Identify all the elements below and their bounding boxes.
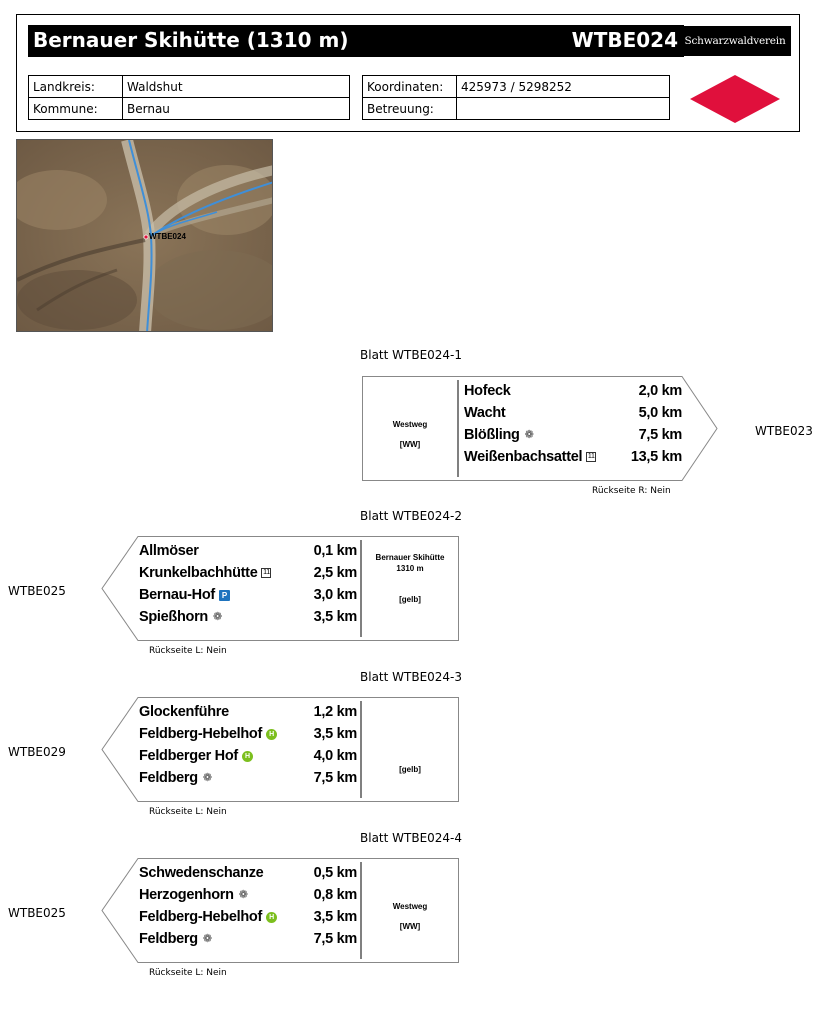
destination-row [139, 887, 249, 903]
parking-icon: P [219, 590, 230, 601]
destination-distance: 3,5 km [313, 909, 357, 925]
destination-distance: 4,0 km [313, 748, 357, 764]
backside-note: Rückseite R: Nein [592, 486, 671, 496]
destination-row [139, 704, 229, 720]
destination-distance: 0,1 km [313, 543, 357, 559]
destination-row [139, 543, 199, 559]
landkreis-label: Landkreis: [29, 76, 123, 98]
bus-stop-icon: H [242, 751, 253, 762]
destination-row [139, 931, 213, 947]
location-code: WTBE024 [571, 28, 678, 52]
destination-row [139, 748, 253, 764]
kommune-label: Kommune: [29, 98, 123, 120]
blatt-label: Blatt WTBE024-2 [360, 509, 463, 523]
destination-distance: 0,5 km [313, 865, 357, 881]
destination-name: Schwedenschanze [139, 865, 264, 881]
coordinates-table [362, 75, 670, 120]
blatt-label: Blatt WTBE024-3 [360, 670, 463, 684]
destination-row [464, 427, 535, 443]
destination-name: Glockenführe [139, 704, 229, 720]
destination-distance: 5,0 km [638, 405, 682, 421]
panel-line: [gelb] [399, 595, 421, 604]
backside-note: Rückseite L: Nein [149, 807, 227, 817]
viewpoint-icon: ❁ [202, 771, 212, 784]
target-waypoint[interactable]: WTBE023 [755, 424, 813, 438]
panel-line: Westweg [392, 420, 428, 429]
destination-name: Herzogenhorn [139, 887, 234, 903]
backside-note: Rückseite L: Nein [149, 968, 227, 978]
sign-symbol-panel [365, 553, 455, 604]
destination-distance: 1,2 km [313, 704, 357, 720]
sign-symbol-panel [366, 420, 454, 449]
betreuung-label: Betreuung: [363, 98, 457, 120]
destination-distance: 7,5 km [313, 770, 357, 786]
bus-stop-icon: H [266, 912, 277, 923]
destination-distance: 7,5 km [638, 427, 682, 443]
sign-symbol-panel [365, 902, 455, 931]
destination-distance: 3,0 km [313, 587, 357, 603]
destination-row [139, 909, 277, 925]
backside-note: Rückseite L: Nein [149, 646, 227, 656]
destination-name: Krunkelbachhütte [139, 565, 258, 581]
destination-name: Weißenbachsattel [464, 449, 583, 465]
panel-line: 1310 m [396, 564, 424, 573]
restaurant-icon: 11 [587, 453, 595, 461]
kommune-value: Bernau [123, 98, 350, 120]
destination-name: Feldberg [139, 931, 198, 947]
club-logo: Schwarzwaldverein [679, 26, 791, 56]
target-waypoint[interactable]: WTBE025 [8, 584, 66, 598]
panel-line: [gelb] [399, 765, 421, 774]
signpost-3[interactable] [100, 697, 460, 803]
panel-line: Bernauer Skihütte [375, 553, 445, 562]
betreuung-value [457, 98, 670, 120]
destination-row [139, 865, 263, 881]
destination-distance: 2,0 km [638, 383, 682, 399]
destination-name: Spießhorn [139, 609, 208, 625]
destination-distance: 13,5 km [630, 449, 682, 465]
target-waypoint[interactable]: WTBE029 [8, 745, 66, 759]
viewpoint-icon: ❁ [524, 428, 534, 441]
bus-stop-icon: H [266, 729, 277, 740]
westweg-diamond-icon [690, 75, 780, 123]
page-title: Bernauer Skihütte (1310 m) [33, 28, 349, 52]
destination-distance: 7,5 km [313, 931, 357, 947]
aerial-map[interactable] [16, 139, 273, 332]
destination-name: Wacht [464, 405, 506, 421]
destination-row [139, 770, 213, 786]
location-table [28, 75, 350, 120]
destination-row [464, 405, 505, 421]
viewpoint-icon: ❁ [202, 932, 212, 945]
signpost-4[interactable] [100, 858, 460, 964]
blatt-label: Blatt WTBE024-4 [360, 831, 463, 845]
koordinaten-value: 425973 / 5298252 [457, 76, 670, 98]
destination-distance: 3,5 km [313, 609, 357, 625]
blatt-label: Blatt WTBE024-1 [360, 348, 463, 362]
destination-name: Feldberg-Hebelhof [139, 909, 262, 925]
target-waypoint[interactable]: WTBE025 [8, 906, 66, 920]
panel-line: Westweg [392, 902, 428, 911]
destination-row [139, 565, 271, 581]
viewpoint-icon: ❁ [238, 888, 248, 901]
header-box [16, 14, 800, 132]
destination-row [464, 449, 596, 465]
panel-line: [WW] [399, 922, 421, 931]
destination-name: Feldberg-Hebelhof [139, 726, 262, 742]
destination-row [139, 726, 277, 742]
destination-row [139, 587, 230, 603]
destination-distance: 3,5 km [313, 726, 357, 742]
destination-name: Allmöser [139, 543, 199, 559]
landkreis-value: Waldshut [123, 76, 350, 98]
destination-distance: 2,5 km [313, 565, 357, 581]
title-bar [28, 25, 684, 57]
destination-name: Feldberg [139, 770, 198, 786]
signpost-2[interactable] [100, 536, 460, 642]
destination-name: Hofeck [464, 383, 511, 399]
destination-distance: 0,8 km [313, 887, 357, 903]
map-point-label: WTBE024 [149, 232, 186, 241]
panel-line: [WW] [399, 440, 421, 449]
sign-symbol-panel [365, 765, 455, 774]
signpost-1[interactable] [362, 376, 722, 482]
destination-name: Feldberger Hof [139, 748, 238, 764]
viewpoint-icon: ❁ [213, 610, 222, 623]
koordinaten-label: Koordinaten: [363, 76, 457, 98]
destination-row [464, 383, 511, 399]
destination-row [139, 609, 223, 625]
destination-name: Bernau-Hof [139, 587, 215, 603]
restaurant-icon: 11 [263, 569, 270, 577]
destination-name: Blößling [464, 427, 520, 443]
